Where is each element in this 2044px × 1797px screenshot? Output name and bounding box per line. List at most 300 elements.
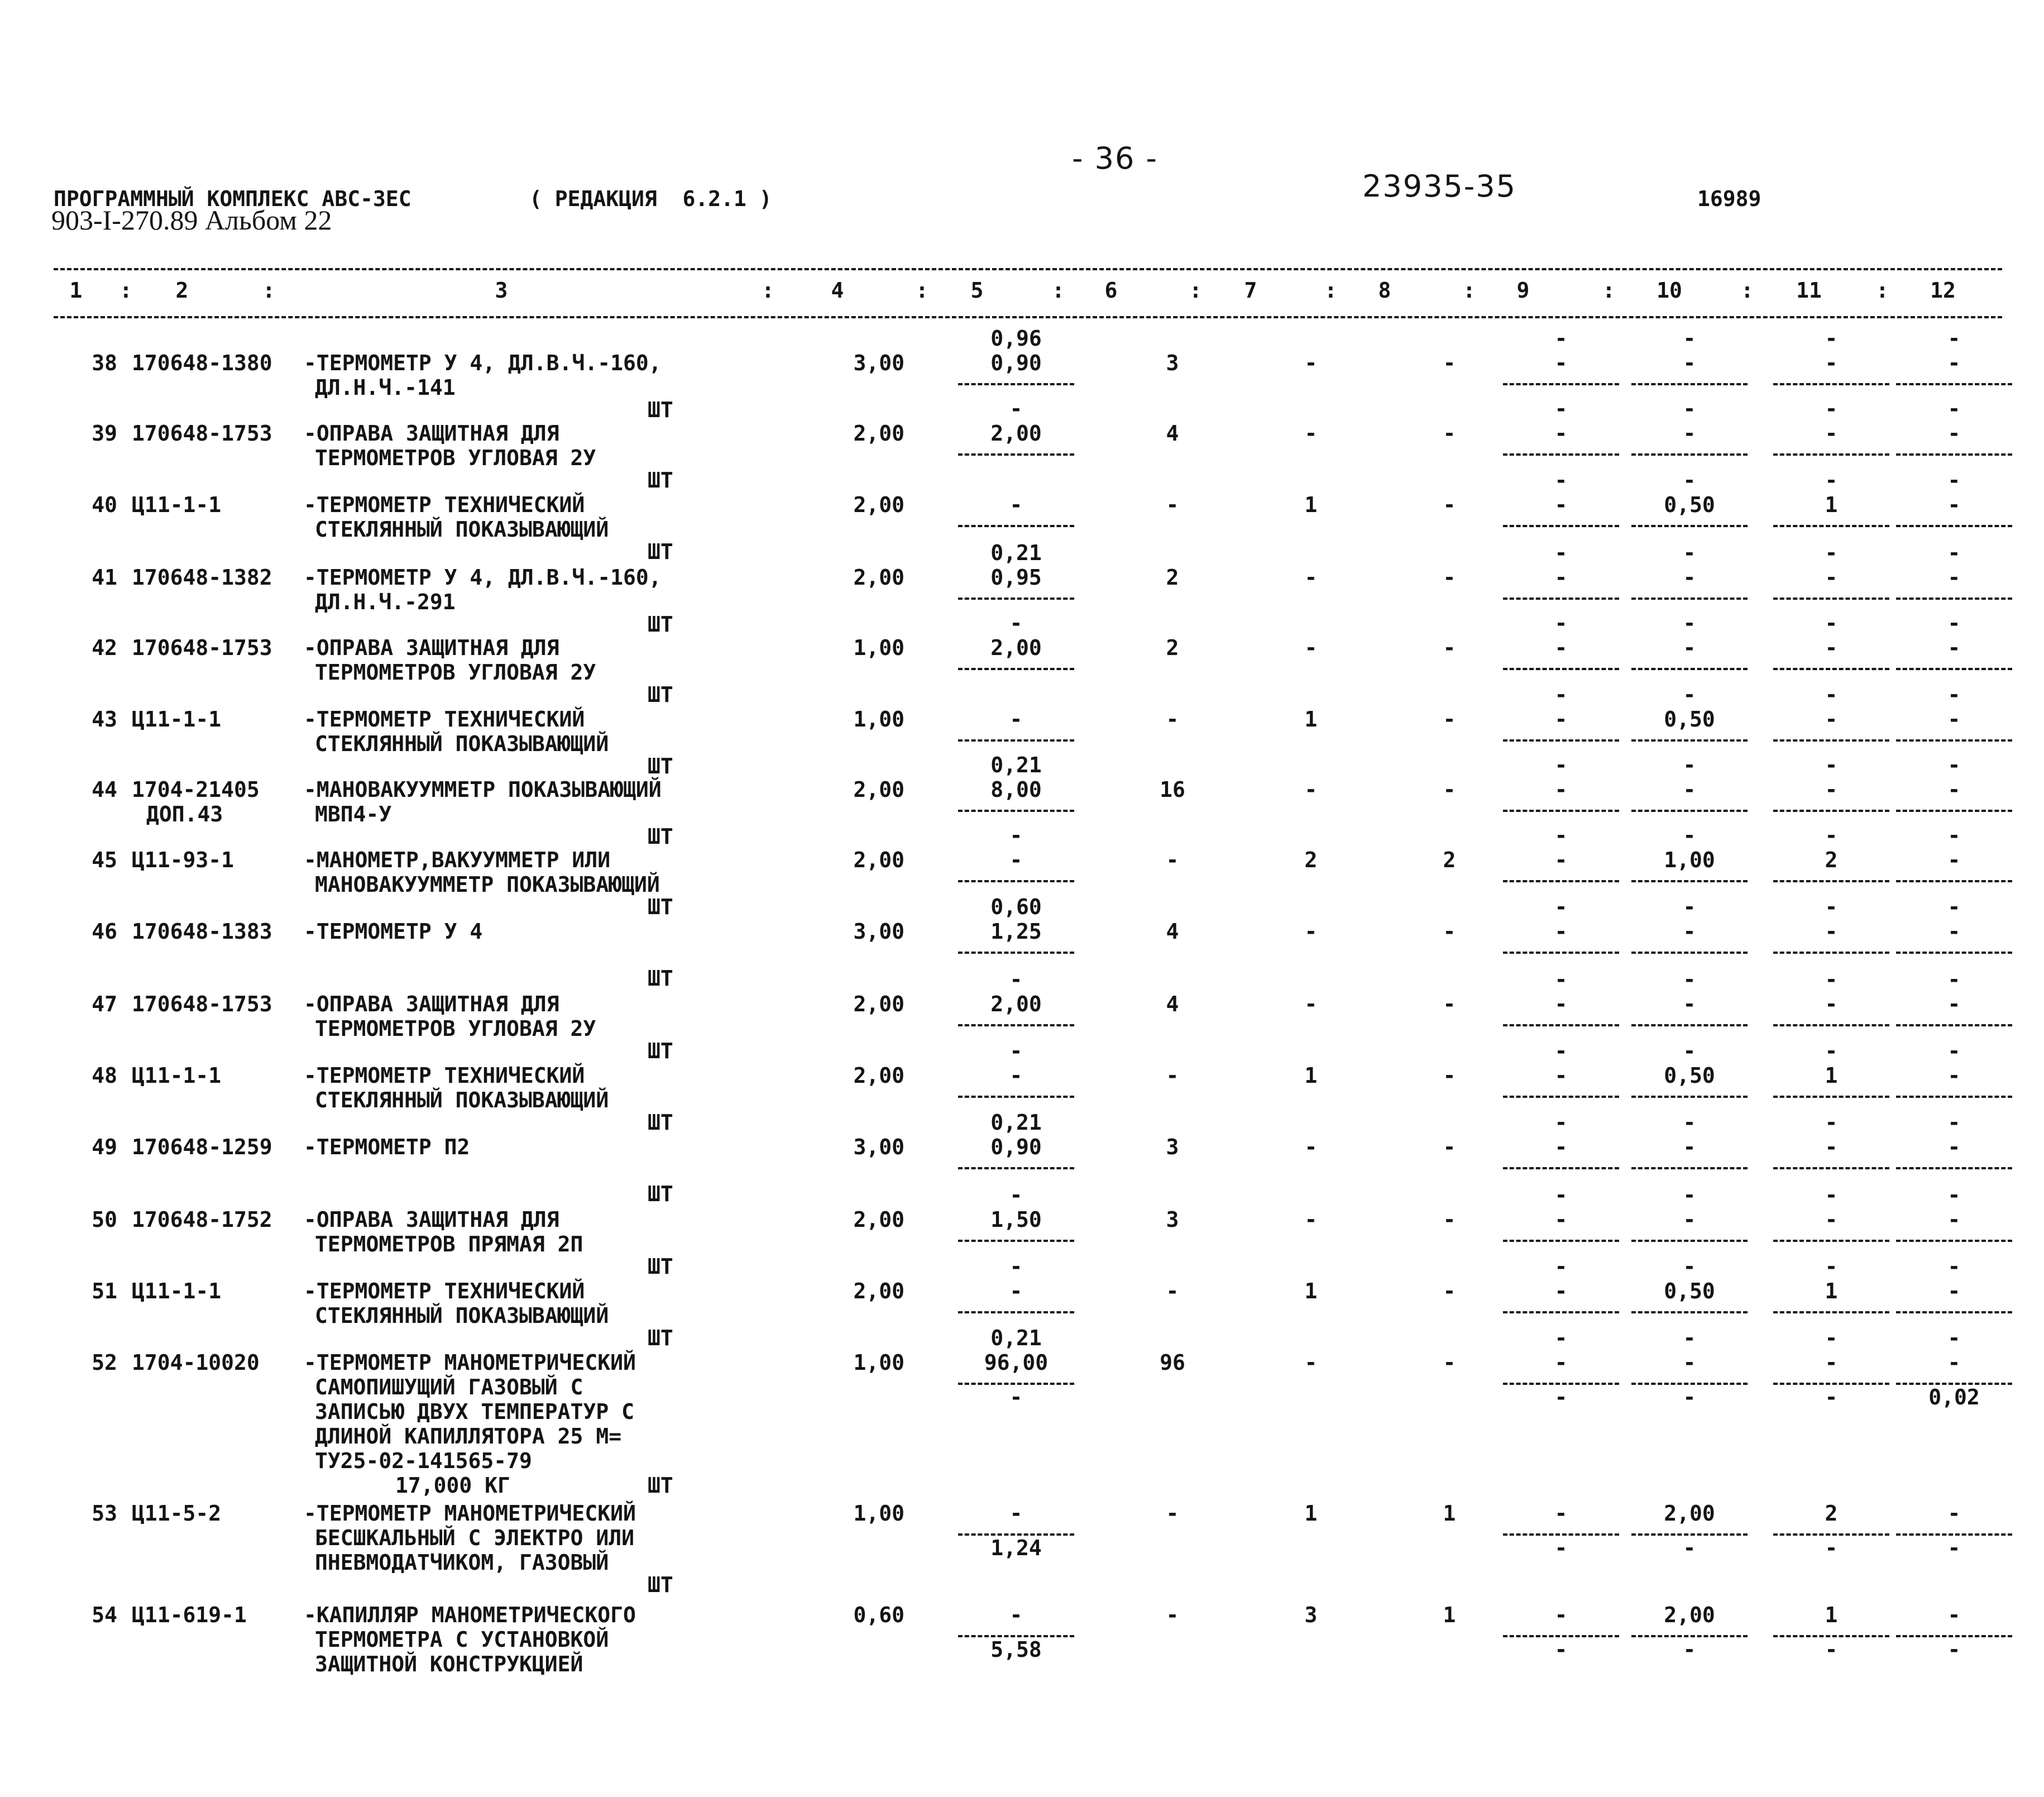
c11-upper-value: -: [1825, 1039, 1838, 1063]
c9-fraction-rule: [1503, 1024, 1619, 1026]
c9-value: -: [1554, 493, 1568, 517]
c9-fraction-rule: [1503, 880, 1619, 882]
c5-upper-value: 0,96: [990, 326, 1042, 351]
column-7-value: 1: [1304, 1063, 1318, 1088]
c9-lower-value: -: [1554, 1536, 1568, 1560]
row-number: 39: [92, 421, 117, 446]
c10-upper-value: -: [1683, 1110, 1696, 1135]
column-7-value: 3: [1304, 1603, 1318, 1627]
c11-fraction-rule: [1773, 598, 1889, 600]
c5-value: 2,00: [990, 635, 1042, 660]
quantity-value: 2,00: [853, 493, 904, 517]
c11-value: -: [1825, 919, 1838, 944]
column-6-value: 3: [1166, 351, 1179, 375]
item-code: Ц11-1-1: [132, 707, 222, 732]
column-8-value: -: [1443, 1350, 1456, 1375]
c9-fraction-rule: [1503, 525, 1619, 527]
item-code: 170648-1753: [132, 992, 272, 1016]
item-code: Ц11-5-2: [132, 1501, 222, 1526]
row-number: 42: [92, 635, 117, 660]
item-description-line: ДЛ.Н.Ч.-291: [315, 590, 456, 614]
item-description-line: -ТЕРМОМЕТР П2: [304, 1135, 470, 1159]
item-description-line: -ОПРАВА ЗАЩИТНАЯ ДЛЯ: [304, 1207, 559, 1232]
c10-lower-value: -: [1683, 1637, 1696, 1662]
c9-fraction-rule: [1503, 1240, 1619, 1242]
item-code: Ц11-619-1: [132, 1603, 247, 1627]
c9-value: -: [1554, 1279, 1568, 1303]
c11-upper-value: -: [1825, 823, 1838, 848]
column-6-value: 4: [1166, 919, 1179, 944]
item-description-line: ТУ25-02-141565-79: [315, 1449, 532, 1473]
c11-value: -: [1825, 707, 1838, 732]
c12-upper-value: -: [1947, 1110, 1961, 1135]
column-7-value: -: [1304, 565, 1318, 590]
c5-fraction-rule: [958, 668, 1074, 670]
c5-value: -: [1009, 707, 1023, 732]
c10-value: -: [1683, 1207, 1696, 1232]
c11-value: -: [1825, 351, 1838, 375]
c5-value: -: [1009, 493, 1023, 517]
c12-fraction-rule: [1896, 598, 2012, 600]
c11-value: -: [1825, 635, 1838, 660]
c11-value: 1: [1825, 1063, 1838, 1088]
column-separator: :: [762, 278, 774, 303]
c12-lower-value: 0,02: [1928, 1385, 1980, 1409]
header-rule-bottom: [54, 316, 2002, 318]
header-rule-top: [54, 268, 2002, 270]
c9-lower-value: -: [1554, 1385, 1568, 1409]
item-description-line: -ОПРАВА ЗАЩИТНАЯ ДЛЯ: [304, 992, 559, 1016]
row-number: 49: [92, 1135, 117, 1159]
c11-upper-value: -: [1825, 1110, 1838, 1135]
c12-fraction-rule: [1896, 1167, 2012, 1169]
c9-fraction-rule: [1503, 1167, 1619, 1169]
column-6-value: 96: [1160, 1350, 1185, 1375]
c12-lower-value: -: [1947, 1536, 1961, 1560]
c12-fraction-rule: [1896, 810, 2012, 812]
c5-value: 1,50: [990, 1207, 1042, 1232]
c9-value: -: [1554, 1207, 1568, 1232]
unit-of-measure: ШТ: [648, 682, 673, 707]
c12-value: -: [1947, 421, 1961, 446]
item-code: Ц11-1-1: [132, 493, 222, 517]
column-6-value: -: [1166, 1279, 1179, 1303]
unit-of-measure: ШТ: [648, 612, 673, 637]
column-6-value: -: [1166, 1501, 1179, 1526]
item-code: 170648-1752: [132, 1207, 272, 1232]
c12-value: -: [1947, 992, 1961, 1016]
c9-value: -: [1554, 919, 1568, 944]
c5-value: 0,95: [990, 565, 1042, 590]
column-7-value: 1: [1304, 493, 1318, 517]
item-code: 170648-1753: [132, 421, 272, 446]
c11-fraction-rule: [1773, 383, 1889, 385]
c12-value: -: [1947, 1135, 1961, 1159]
c5-fraction-rule: [958, 1311, 1074, 1313]
c12-fraction-rule: [1896, 1096, 2012, 1098]
item-description-line: -ТЕРМОМЕТР ТЕХНИЧЕСКИЙ: [304, 1279, 585, 1303]
c11-value: -: [1825, 992, 1838, 1016]
c10-fraction-rule: [1631, 1311, 1748, 1313]
c5-value: -: [1009, 1279, 1023, 1303]
column-6-value: 2: [1166, 565, 1179, 590]
c5-upper-value: -: [1009, 611, 1023, 635]
c9-upper-value: -: [1554, 541, 1568, 565]
c10-upper-value: -: [1683, 326, 1696, 351]
column-header-11: 11: [1796, 278, 1822, 303]
c11-value: -: [1825, 777, 1838, 802]
column-6-value: 3: [1166, 1135, 1179, 1159]
c12-value: -: [1947, 1603, 1961, 1627]
quantity-value: 2,00: [853, 421, 904, 446]
item-description-line: МВП4-У: [315, 802, 392, 826]
c9-value: -: [1554, 1350, 1568, 1375]
c9-fraction-rule: [1503, 810, 1619, 812]
c9-value: -: [1554, 777, 1568, 802]
c11-upper-value: -: [1825, 468, 1838, 493]
column-6-value: 16: [1160, 777, 1185, 802]
item-description-line: ТЕРМОМЕТРА С УСТАНОВКОЙ: [315, 1627, 609, 1652]
column-7-value: -: [1304, 1135, 1318, 1159]
c11-fraction-rule: [1773, 1167, 1889, 1169]
c5-value: -: [1009, 1603, 1023, 1627]
c5-value: 2,00: [990, 421, 1042, 446]
column-separator: :: [1741, 278, 1754, 303]
c12-upper-value: -: [1947, 1183, 1961, 1207]
item-description-line: ТЕРМОМЕТРОВ УГЛОВАЯ 2У: [315, 660, 596, 685]
column-6-value: -: [1166, 493, 1179, 517]
c11-lower-value: -: [1825, 1637, 1838, 1662]
column-7-value: 1: [1304, 1501, 1318, 1526]
c10-value: -: [1683, 777, 1696, 802]
column-7-value: -: [1304, 635, 1318, 660]
c12-value: -: [1947, 493, 1961, 517]
column-7-value: 1: [1304, 707, 1318, 732]
c12-upper-value: -: [1947, 682, 1961, 707]
item-description-line: ЗАПИСЬЮ ДВУХ ТЕМПЕРАТУР С: [315, 1399, 634, 1424]
c12-upper-value: -: [1947, 396, 1961, 421]
item-description-line: ДЛ.Н.Ч.-141: [315, 375, 456, 400]
column-8-value: -: [1443, 919, 1456, 944]
c10-value: 0,50: [1664, 1063, 1715, 1088]
c12-value: -: [1947, 848, 1961, 872]
album-reference: 903-I-270.89 Альбом 22: [51, 204, 332, 236]
c5-fraction-rule: [958, 739, 1074, 742]
c10-upper-value: -: [1683, 753, 1696, 777]
column-7-value: -: [1304, 421, 1318, 446]
quantity-value: 2,00: [853, 777, 904, 802]
c11-upper-value: -: [1825, 895, 1838, 919]
c10-fraction-rule: [1631, 598, 1748, 600]
quantity-value: 2,00: [853, 848, 904, 872]
c5-fraction-rule: [958, 952, 1074, 954]
c10-upper-value: -: [1683, 611, 1696, 635]
c9-upper-value: -: [1554, 1326, 1568, 1350]
c11-value: 1: [1825, 1279, 1838, 1303]
column-header-6: 6: [1104, 278, 1118, 303]
c11-value: -: [1825, 565, 1838, 590]
row-number: 54: [92, 1603, 117, 1627]
item-description-line: ТЕРМОМЕТРОВ УГЛОВАЯ 2У: [315, 1016, 596, 1041]
c9-fraction-rule: [1503, 598, 1619, 600]
unit-of-measure: ШТ: [648, 1254, 673, 1279]
c5-lower-value: 1,24: [990, 1536, 1042, 1560]
c10-value: -: [1683, 1350, 1696, 1375]
row-number: 40: [92, 493, 117, 517]
c9-upper-value: -: [1554, 823, 1568, 848]
c11-upper-value: -: [1825, 611, 1838, 635]
c12-fraction-rule: [1896, 668, 2012, 670]
column-8-value: -: [1443, 635, 1456, 660]
column-header-9: 9: [1516, 278, 1530, 303]
c10-upper-value: -: [1683, 895, 1696, 919]
row-number: 50: [92, 1207, 117, 1232]
c10-value: 1,00: [1664, 848, 1715, 872]
c10-value: -: [1683, 565, 1696, 590]
item-description-line: СТЕКЛЯННЫЙ ПОКАЗЫВАЮЩИЙ: [315, 517, 609, 542]
c12-value: -: [1947, 635, 1961, 660]
c9-upper-value: -: [1554, 1039, 1568, 1063]
item-code: 170648-1383: [132, 919, 272, 944]
c11-value: -: [1825, 1350, 1838, 1375]
c12-value: -: [1947, 1279, 1961, 1303]
c11-upper-value: -: [1825, 1183, 1838, 1207]
column-separator: :: [1876, 278, 1889, 303]
item-description-line: -ТЕРМОМЕТР ТЕХНИЧЕСКИЙ: [304, 1063, 585, 1088]
c5-value: -: [1009, 848, 1023, 872]
quantity-value: 2,00: [853, 565, 904, 590]
c9-lower-value: -: [1554, 1637, 1568, 1662]
c5-upper-value: 0,21: [990, 1326, 1042, 1350]
item-code: 170648-1380: [132, 351, 272, 375]
c12-upper-value: -: [1947, 895, 1961, 919]
c12-value: -: [1947, 1350, 1961, 1375]
c5-lower-value: -: [1009, 1385, 1023, 1409]
column-6-value: 3: [1166, 1207, 1179, 1232]
c9-value: -: [1554, 1135, 1568, 1159]
item-description-line: -КАПИЛЛЯР МАНОМЕТРИЧЕСКОГО: [304, 1603, 636, 1627]
item-description-line: -ТЕРМОМЕТР У 4, ДЛ.В.Ч.-160,: [304, 565, 662, 590]
c11-value: -: [1825, 421, 1838, 446]
item-description-line: БЕСШКАЛЬНЫЙ С ЭЛЕКТРО ИЛИ: [315, 1526, 634, 1550]
c9-fraction-rule: [1503, 383, 1619, 385]
c5-fraction-rule: [958, 598, 1074, 600]
edition: ( РЕДАКЦИЯ 6.2.1 ): [529, 187, 772, 211]
column-6-value: -: [1166, 1603, 1179, 1627]
c9-value: -: [1554, 421, 1568, 446]
c9-value: -: [1554, 351, 1568, 375]
unit-of-measure: ШТ: [648, 1326, 673, 1350]
quantity-value: 1,00: [853, 1501, 904, 1526]
c12-value: -: [1947, 1207, 1961, 1232]
column-6-value: 4: [1166, 992, 1179, 1016]
c5-upper-value: 0,21: [990, 1110, 1042, 1135]
item-description-line: -ОПРАВА ЗАЩИТНАЯ ДЛЯ: [304, 635, 559, 660]
item-description-line: -ТЕРМОМЕТР У 4: [304, 919, 483, 944]
c9-value: -: [1554, 707, 1568, 732]
c9-value: -: [1554, 635, 1568, 660]
column-separator: :: [1463, 278, 1476, 303]
column-8-value: -: [1443, 1063, 1456, 1088]
c12-fraction-rule: [1896, 1240, 2012, 1242]
c10-fraction-rule: [1631, 668, 1748, 670]
quantity-value: 2,00: [853, 992, 904, 1016]
column-separator: :: [1189, 278, 1202, 303]
c11-upper-value: -: [1825, 326, 1838, 351]
column-separator: :: [1052, 278, 1065, 303]
item-code: 170648-1382: [132, 565, 272, 590]
c12-upper-value: -: [1947, 753, 1961, 777]
c5-fraction-rule: [958, 880, 1074, 882]
column-7-value: -: [1304, 1207, 1318, 1232]
row-number: 48: [92, 1063, 117, 1088]
c12-value: -: [1947, 351, 1961, 375]
c11-value: -: [1825, 1207, 1838, 1232]
quantity-value: 1,00: [853, 707, 904, 732]
c11-upper-value: -: [1825, 967, 1838, 992]
row-number: 47: [92, 992, 117, 1016]
c12-upper-value: -: [1947, 1326, 1961, 1350]
c12-fraction-rule: [1896, 1311, 2012, 1313]
column-separator: :: [1602, 278, 1615, 303]
c10-upper-value: -: [1683, 1254, 1696, 1279]
c5-value: -: [1009, 1063, 1023, 1088]
item-description-line: СТЕКЛЯННЫЙ ПОКАЗЫВАЮЩИЙ: [315, 1088, 609, 1112]
item-description-line: -ТЕРМОМЕТР У 4, ДЛ.В.Ч.-160,: [304, 351, 662, 375]
c9-fraction-rule: [1503, 668, 1619, 670]
quantity-value: 1,00: [853, 635, 904, 660]
c10-fraction-rule: [1631, 453, 1748, 456]
c9-upper-value: -: [1554, 326, 1568, 351]
item-description-line: -МАНОМЕТР,ВАКУУММЕТР ИЛИ: [304, 848, 611, 872]
c9-fraction-rule: [1503, 1096, 1619, 1098]
item-description-line: ЗАЩИТНОЙ КОНСТРУКЦИЕЙ: [315, 1652, 583, 1676]
item-description-line: -МАНОВАКУУММЕТР ПОКАЗЫВАЮЩИЙ: [304, 777, 662, 802]
c12-fraction-rule: [1896, 739, 2012, 742]
c5-fraction-rule: [958, 810, 1074, 812]
column-8-value: -: [1443, 565, 1456, 590]
c11-upper-value: -: [1825, 753, 1838, 777]
column-separator: :: [1324, 278, 1337, 303]
c9-value: -: [1554, 565, 1568, 590]
c10-value: -: [1683, 992, 1696, 1016]
column-8-value: -: [1443, 992, 1456, 1016]
c5-value: 0,90: [990, 351, 1042, 375]
c11-value: 2: [1825, 848, 1838, 872]
c9-fraction-rule: [1503, 453, 1619, 456]
column-8-value: 1: [1443, 1603, 1456, 1627]
c9-value: -: [1554, 1501, 1568, 1526]
c12-value: -: [1947, 707, 1961, 732]
c5-fraction-rule: [958, 1096, 1074, 1098]
c11-fraction-rule: [1773, 952, 1889, 954]
c10-upper-value: -: [1683, 541, 1696, 565]
c12-value: -: [1947, 565, 1961, 590]
c11-value: 1: [1825, 493, 1838, 517]
row-number: 38: [92, 351, 117, 375]
quantity-value: 0,60: [853, 1603, 904, 1627]
c10-value: -: [1683, 919, 1696, 944]
c11-fraction-rule: [1773, 453, 1889, 456]
item-code: 1704-10020: [132, 1350, 260, 1375]
c5-upper-value: -: [1009, 1039, 1023, 1063]
c11-upper-value: -: [1825, 396, 1838, 421]
column-6-value: -: [1166, 1063, 1179, 1088]
item-description-line: СТЕКЛЯННЫЙ ПОКАЗЫВАЮЩИЙ: [315, 732, 609, 756]
c11-upper-value: -: [1825, 682, 1838, 707]
c9-value: -: [1554, 992, 1568, 1016]
c5-value: 0,90: [990, 1135, 1042, 1159]
item-code: Ц11-1-1: [132, 1279, 222, 1303]
item-description-line: МАНОВАКУУММЕТР ПОКАЗЫВАЮЩИЙ: [315, 872, 660, 897]
column-7-value: -: [1304, 777, 1318, 802]
unit-of-measure: ШТ: [648, 1473, 673, 1498]
c10-value: 0,50: [1664, 1279, 1715, 1303]
c10-upper-value: -: [1683, 468, 1696, 493]
c12-fraction-rule: [1896, 952, 2012, 954]
column-7-value: -: [1304, 1350, 1318, 1375]
registration-stamp: 23935-35: [1362, 169, 1516, 204]
c10-value: 0,50: [1664, 493, 1715, 517]
c9-upper-value: -: [1554, 967, 1568, 992]
item-description-line: -ТЕРМОМЕТР ТЕХНИЧЕСКИЙ: [304, 493, 585, 517]
row-number: 45: [92, 848, 117, 872]
c5-value: -: [1009, 1501, 1023, 1526]
column-8-value: -: [1443, 777, 1456, 802]
c11-fraction-rule: [1773, 1311, 1889, 1313]
page-number: - 36 -: [1072, 141, 1159, 176]
c5-upper-value: -: [1009, 967, 1023, 992]
c10-fraction-rule: [1631, 1167, 1748, 1169]
c12-fraction-rule: [1896, 880, 2012, 882]
c11-lower-value: -: [1825, 1385, 1838, 1409]
c12-upper-value: -: [1947, 823, 1961, 848]
item-code: Ц11-1-1: [132, 1063, 222, 1088]
c11-fraction-rule: [1773, 1096, 1889, 1098]
row-number: 51: [92, 1279, 117, 1303]
c10-value: 2,00: [1664, 1501, 1715, 1526]
c10-fraction-rule: [1631, 952, 1748, 954]
item-description-line: -ТЕРМОМЕТР ТЕХНИЧЕСКИЙ: [304, 707, 585, 732]
unit-of-measure: ШТ: [648, 1182, 673, 1206]
c10-upper-value: -: [1683, 967, 1696, 992]
column-6-value: -: [1166, 707, 1179, 732]
c11-value: -: [1825, 1135, 1838, 1159]
column-header-4: 4: [831, 278, 844, 303]
column-7-value: -: [1304, 992, 1318, 1016]
item-code: 170648-1259: [132, 1135, 272, 1159]
column-7-value: -: [1304, 351, 1318, 375]
column-7-value: -: [1304, 919, 1318, 944]
c11-upper-value: -: [1825, 1254, 1838, 1279]
c10-fraction-rule: [1631, 810, 1748, 812]
c12-upper-value: -: [1947, 967, 1961, 992]
unit-of-measure: ШТ: [648, 1110, 673, 1135]
c9-upper-value: -: [1554, 1183, 1568, 1207]
unit-of-measure: ШТ: [648, 895, 673, 919]
column-separator: :: [262, 278, 275, 303]
column-8-value: -: [1443, 421, 1456, 446]
c10-upper-value: -: [1683, 682, 1696, 707]
item-description-line: -ОПРАВА ЗАЩИТНАЯ ДЛЯ: [304, 421, 559, 446]
column-header-12: 12: [1930, 278, 1956, 303]
c10-lower-value: -: [1683, 1385, 1696, 1409]
c10-value: -: [1683, 635, 1696, 660]
item-description-line: -ТЕРМОМЕТР МАНОМЕТРИЧЕСКИЙ: [304, 1350, 636, 1375]
column-header-8: 8: [1378, 278, 1391, 303]
item-code-supplement: ДОП.43: [146, 802, 223, 826]
item-description-line: САМОПИШУЩИЙ ГАЗОВЫЙ С: [315, 1375, 583, 1399]
